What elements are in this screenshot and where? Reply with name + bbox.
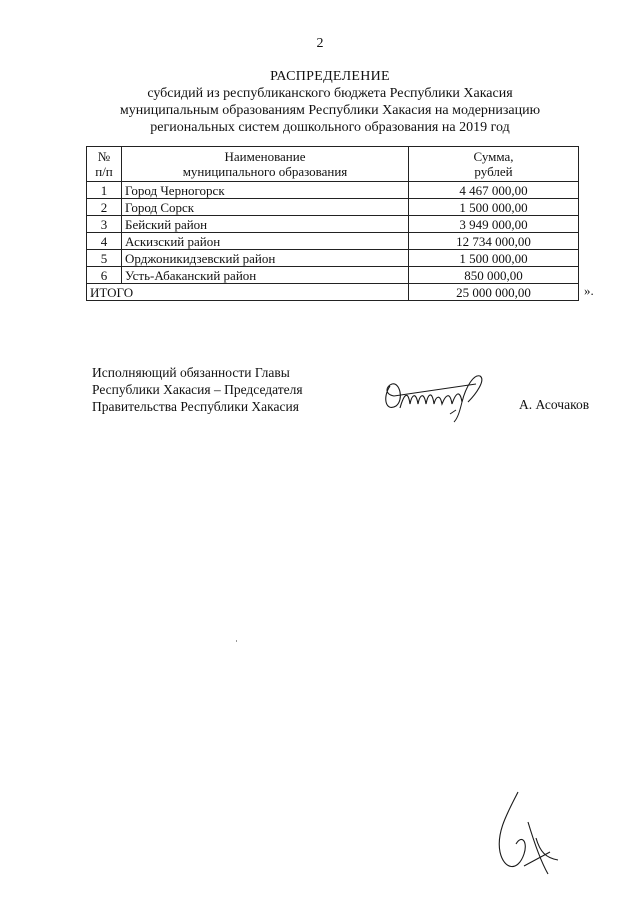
table-row xyxy=(87,233,579,250)
header-sum-line-1: Сумма, xyxy=(473,149,514,164)
row-number: 3 xyxy=(87,216,122,233)
header-sum xyxy=(409,147,579,182)
row-sum: 1 500 000,00 xyxy=(409,199,579,216)
row-name: Усть-Абаканский район xyxy=(122,267,409,284)
total-sum: 25 000 000,00 xyxy=(409,284,579,301)
title-line-1: субсидий из республиканского бюджета Республики Хакасия xyxy=(147,86,513,101)
page-number: 2 xyxy=(316,36,324,51)
table-row xyxy=(87,267,579,284)
table-row xyxy=(87,216,579,233)
distribution-table xyxy=(86,146,579,301)
table-header-row xyxy=(87,147,579,182)
row-sum: 1 500 000,00 xyxy=(409,250,579,267)
row-sum: 12 734 000,00 xyxy=(409,233,579,250)
title-line-3: региональных систем дошкольного образования на 2019 год xyxy=(150,120,510,135)
header-sum-line-2: рублей xyxy=(474,164,513,179)
header-name xyxy=(122,147,409,182)
initials-drawing xyxy=(488,782,568,882)
signatory-name: А. Асочаков xyxy=(519,397,590,412)
row-name: Город Сорск xyxy=(122,199,409,216)
title-line-2: муниципальным образованиям Республики Хакасия на модернизацию xyxy=(119,103,541,118)
row-number: 2 xyxy=(87,199,122,216)
table-row xyxy=(87,250,579,267)
row-number: 5 xyxy=(87,250,122,267)
header-name-line-1: Наименование xyxy=(224,149,306,164)
row-name: Город Черногорск xyxy=(122,182,409,199)
scan-speck xyxy=(236,640,237,642)
signatory-position xyxy=(92,364,303,415)
row-sum: 850 000,00 xyxy=(409,267,579,284)
row-number: 1 xyxy=(87,182,122,199)
closing-quote-mark: ». xyxy=(584,283,594,298)
row-name: Орджоникидзевский район xyxy=(122,250,409,267)
handwritten-initials xyxy=(488,782,568,887)
header-number-line-2: п/п xyxy=(95,164,113,179)
header-number-line-1: № xyxy=(97,149,111,164)
table-row xyxy=(87,182,579,199)
row-number: 4 xyxy=(87,233,122,250)
table-row xyxy=(87,199,579,216)
signatory-line-2: Республики Хакасия – Председателя xyxy=(92,382,303,397)
table-total-row xyxy=(87,284,579,301)
header-name-line-2: муниципального образования xyxy=(182,164,348,179)
row-sum: 3 949 000,00 xyxy=(409,216,579,233)
title-heading: РАСПРЕДЕЛЕНИЕ xyxy=(270,69,390,84)
document-title xyxy=(60,68,600,136)
header-number xyxy=(87,147,122,182)
signature-drawing xyxy=(376,364,496,424)
row-name: Бейский район xyxy=(122,216,409,233)
row-sum: 4 467 000,00 xyxy=(409,182,579,199)
signatory-line-3: Правительства Республики Хакасия xyxy=(92,399,299,414)
row-number: 6 xyxy=(87,267,122,284)
signatory-line-1: Исполняющий обязанности Главы xyxy=(92,365,290,380)
total-label: ИТОГО xyxy=(87,284,409,301)
handwritten-signature xyxy=(376,364,496,429)
row-name: Аскизский район xyxy=(122,233,409,250)
